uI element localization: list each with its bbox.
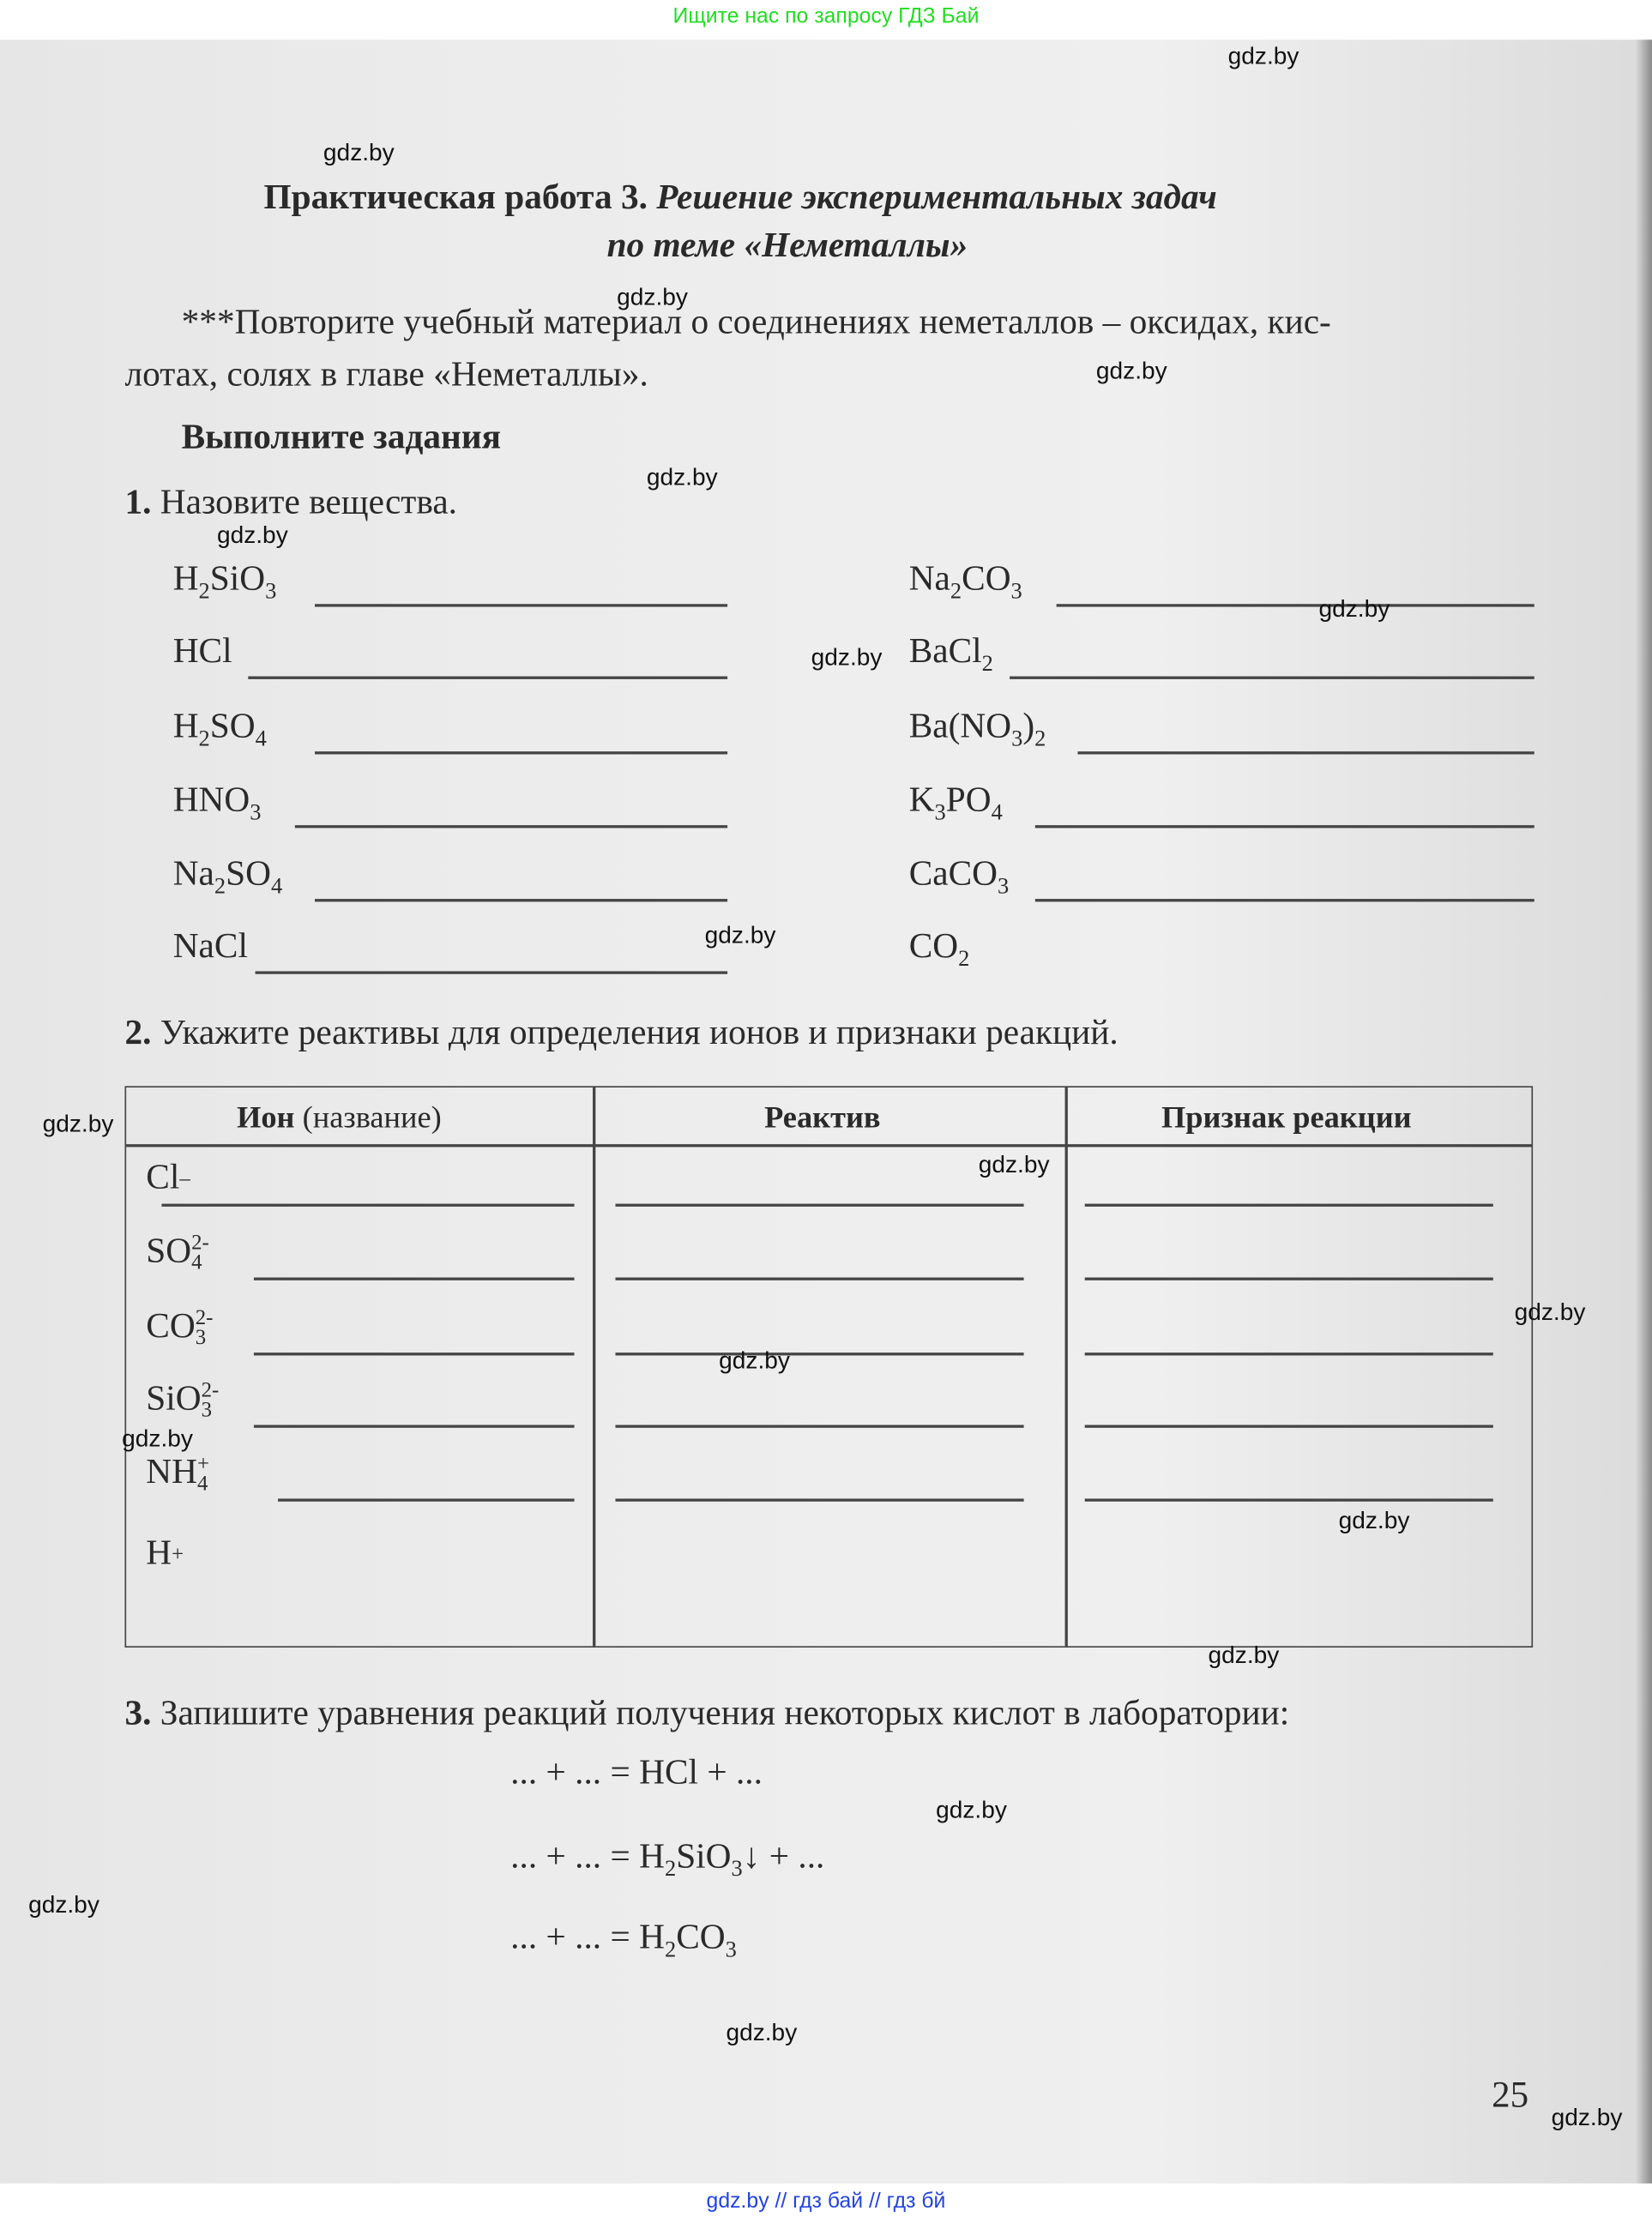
watermark: gdz.by — [1095, 357, 1167, 385]
chemical-formula — [909, 927, 970, 973]
formula-part: ) — [1022, 707, 1035, 746]
watermark: gdz.by — [122, 1425, 193, 1452]
watermark: gdz.by — [1338, 1507, 1410, 1534]
eq-part: ... + ... = H — [510, 1837, 665, 1877]
watermark: gdz.by — [1551, 2104, 1623, 2131]
task-text: Запишите уравнения реакций получения некоторых кислот в лаборатории: — [160, 1694, 1290, 1733]
ion-label — [146, 1454, 209, 1495]
answer-line[interactable] — [1057, 604, 1534, 606]
ion-formula: CO — [146, 1307, 196, 1346]
watermark: gdz.by — [42, 1110, 114, 1137]
column-divider — [1065, 1087, 1067, 1646]
formula-subscript: 2 — [198, 727, 210, 752]
answer-line-ion[interactable] — [254, 1425, 575, 1427]
answer-line[interactable] — [1035, 825, 1534, 828]
formula-subscript: 3 — [250, 801, 262, 826]
ion-subscript: 4 — [191, 1252, 202, 1275]
ion-superscript: + — [172, 1544, 184, 1568]
watermark: gdz.by — [719, 1346, 790, 1374]
formula-part: BaCl — [908, 632, 982, 671]
chemical-formula — [173, 927, 248, 967]
chemical-formula — [909, 708, 1046, 753]
watermark: gdz.by — [1208, 1642, 1280, 1669]
answer-line[interactable] — [315, 751, 727, 754]
eq-sub: 2 — [664, 1937, 677, 1963]
formula-subscript: 4 — [255, 727, 267, 752]
ion-superscript: 2- — [195, 1307, 214, 1331]
answer-line-reagent[interactable] — [615, 1498, 1023, 1501]
answer-line-reagent[interactable] — [615, 1278, 1023, 1280]
column-divider — [593, 1087, 594, 1646]
chemical-formula — [909, 781, 1003, 827]
watermark: gdz.by — [978, 1151, 1050, 1178]
answer-line[interactable] — [1077, 751, 1534, 754]
chemical-formula — [173, 632, 232, 672]
formula-subscript: 3 — [1011, 727, 1023, 752]
answer-line[interactable] — [315, 899, 727, 901]
ion-formula: NH — [146, 1453, 197, 1492]
chemical-formula — [173, 708, 267, 753]
formula-subscript: 3 — [1010, 580, 1022, 605]
task1-heading — [124, 484, 457, 523]
ion-charge — [179, 1170, 190, 1190]
watermark: gdz.by — [1227, 42, 1299, 70]
formula-part: SO — [209, 707, 256, 746]
formula-subscript: 3 — [265, 580, 277, 605]
header-ion-bold: Ион — [237, 1099, 295, 1135]
ion-charge — [195, 1307, 214, 1351]
formula-part: Na — [172, 854, 214, 894]
equation-2 — [510, 1838, 824, 1883]
watermark: gdz.by — [936, 1796, 1007, 1824]
answer-line-sign[interactable] — [1085, 1352, 1493, 1355]
title-part2: Решение экспериментальных задач — [656, 178, 1217, 217]
task-text: Назовите вещества. — [160, 483, 458, 522]
watermark: gdz.by — [1318, 595, 1390, 623]
ion-superscript: 2- — [191, 1232, 209, 1256]
answer-line-ion[interactable] — [254, 1278, 575, 1280]
formula-part: Na — [908, 560, 950, 599]
ion-label — [146, 1380, 219, 1421]
formula-part: SO — [226, 854, 271, 894]
answer-line-sign[interactable] — [1085, 1278, 1493, 1280]
task-number: 1. — [124, 483, 152, 522]
answer-line[interactable] — [1010, 677, 1534, 679]
ion-label — [146, 1534, 184, 1574]
eq-sub: 3 — [731, 1857, 743, 1882]
formula-subscript: 2 — [958, 947, 970, 972]
watermark: gdz.by — [617, 283, 688, 311]
answer-line-sign[interactable] — [1085, 1425, 1493, 1427]
watermark: gdz.by — [704, 921, 776, 949]
header-reagent: Реактив — [764, 1099, 881, 1135]
answer-line-ion[interactable] — [254, 1352, 575, 1355]
eq-part: ... + ... = H — [510, 1918, 665, 1957]
eq-part: ↓ + ... — [742, 1837, 825, 1877]
answer-line-ion[interactable] — [278, 1498, 575, 1501]
ion-table — [124, 1086, 1533, 1648]
formula-part: HCl — [172, 632, 232, 671]
formula-subscript: 4 — [270, 875, 283, 900]
formula-subscript: 2 — [1034, 727, 1046, 752]
ion-charge — [197, 1455, 209, 1495]
page-title — [263, 178, 1216, 218]
answer-line[interactable] — [315, 604, 727, 606]
title-part1: Практическая работа 3. — [263, 178, 648, 217]
formula-part: CaCO — [908, 854, 998, 894]
chemical-formula — [909, 855, 1010, 901]
task3-heading — [124, 1695, 1289, 1734]
header-ion — [237, 1099, 442, 1136]
section-heading: Выполните задания — [181, 418, 502, 457]
watermark: gdz.by — [1514, 1298, 1586, 1326]
ion-label — [146, 1307, 214, 1351]
formula-part: CO — [908, 927, 959, 966]
ion-charge — [191, 1234, 209, 1274]
intro-line1: ***Повторите учебный материал о соединениях неметаллов – оксидах, кис- — [181, 303, 1331, 342]
ion-superscript: + — [196, 1453, 209, 1477]
answer-line[interactable] — [1035, 899, 1534, 901]
formula-subscript: 3 — [998, 875, 1010, 900]
formula-part: PO — [945, 780, 992, 820]
eq-part: SiO — [676, 1837, 732, 1877]
watermark: gdz.by — [323, 139, 395, 166]
ion-superscript: – — [179, 1168, 190, 1192]
formula-part: SiO — [209, 560, 266, 599]
chemical-formula — [173, 560, 277, 605]
ion-subscript: 3 — [195, 1327, 207, 1351]
formula-part: H — [172, 560, 199, 599]
formula-subscript: 2 — [950, 580, 962, 605]
ion-charge — [202, 1382, 220, 1421]
formula-part: H — [172, 707, 199, 746]
watermark: gdz.by — [216, 521, 288, 549]
header-divider — [126, 1144, 1531, 1146]
answer-line-reagent[interactable] — [615, 1352, 1023, 1355]
formula-part: NaCl — [172, 927, 248, 966]
answer-line-reagent[interactable] — [615, 1204, 1023, 1207]
eq-sub: 3 — [725, 1937, 737, 1963]
chemical-formula — [909, 560, 1022, 605]
watermark: gdz.by — [28, 1891, 99, 1919]
formula-part: HNO — [172, 780, 250, 820]
ion-formula: H — [146, 1533, 172, 1573]
equation-1: ... + ... = HCl + ... — [510, 1754, 763, 1792]
ion-superscript: 2- — [201, 1380, 220, 1403]
ion-label — [146, 1159, 190, 1198]
header-sign: Признак реакции — [1161, 1099, 1412, 1135]
formula-subscript: 2 — [981, 652, 993, 677]
ion-charge — [172, 1544, 184, 1568]
title-subtitle: по теме «Неметаллы» — [606, 226, 968, 266]
watermark: gdz.by — [646, 463, 718, 491]
chemical-formula — [173, 781, 262, 827]
formula-subscript: 4 — [991, 801, 1003, 826]
task-number: 3. — [124, 1694, 152, 1733]
formula-part: K — [908, 780, 935, 820]
answer-line[interactable] — [248, 677, 727, 679]
answer-line[interactable] — [295, 825, 727, 828]
task-number: 2. — [124, 1014, 152, 1052]
watermark: gdz.by — [726, 2019, 798, 2046]
answer-line-ion[interactable] — [161, 1204, 574, 1207]
formula-subscript: 2 — [198, 580, 210, 605]
answer-line-reagent[interactable] — [615, 1425, 1023, 1427]
ion-formula: Cl — [146, 1158, 180, 1197]
ion-subscript: 4 — [196, 1473, 208, 1497]
watermark: gdz.by — [811, 643, 883, 671]
answer-line-sign[interactable] — [1085, 1498, 1493, 1501]
page-number: 25 — [1492, 2074, 1529, 2116]
footer-links[interactable]: gdz.by // гдз бай // гдз бй — [0, 2184, 1652, 2223]
eq-part: CO — [676, 1918, 726, 1957]
formula-part: CO — [962, 560, 1011, 599]
ion-formula: SO — [146, 1232, 192, 1271]
formula-subscript: 3 — [934, 801, 946, 826]
ion-label — [146, 1232, 209, 1274]
task-text: Укажите реактивы для определения ионов и признаки реакций. — [160, 1014, 1118, 1052]
formula-subscript: 2 — [214, 875, 226, 900]
eq-sub: 2 — [664, 1857, 677, 1882]
intro-line2: лотах, солях в главе «Неметаллы». — [124, 355, 648, 395]
ion-formula: SiO — [146, 1379, 202, 1419]
formula-part: Ba(NO — [908, 707, 1012, 746]
equation-3 — [510, 1919, 737, 1964]
ion-subscript: 3 — [201, 1400, 212, 1423]
task2-heading — [124, 1014, 1118, 1053]
answer-line[interactable] — [256, 971, 728, 973]
answer-line-sign[interactable] — [1085, 1204, 1493, 1207]
header-ion-rest: (название) — [294, 1099, 442, 1135]
chemical-formula — [909, 632, 993, 678]
search-banner[interactable]: Ищите нас по запросу ГДЗ Бай — [0, 0, 1652, 39]
chemical-formula — [173, 855, 283, 901]
